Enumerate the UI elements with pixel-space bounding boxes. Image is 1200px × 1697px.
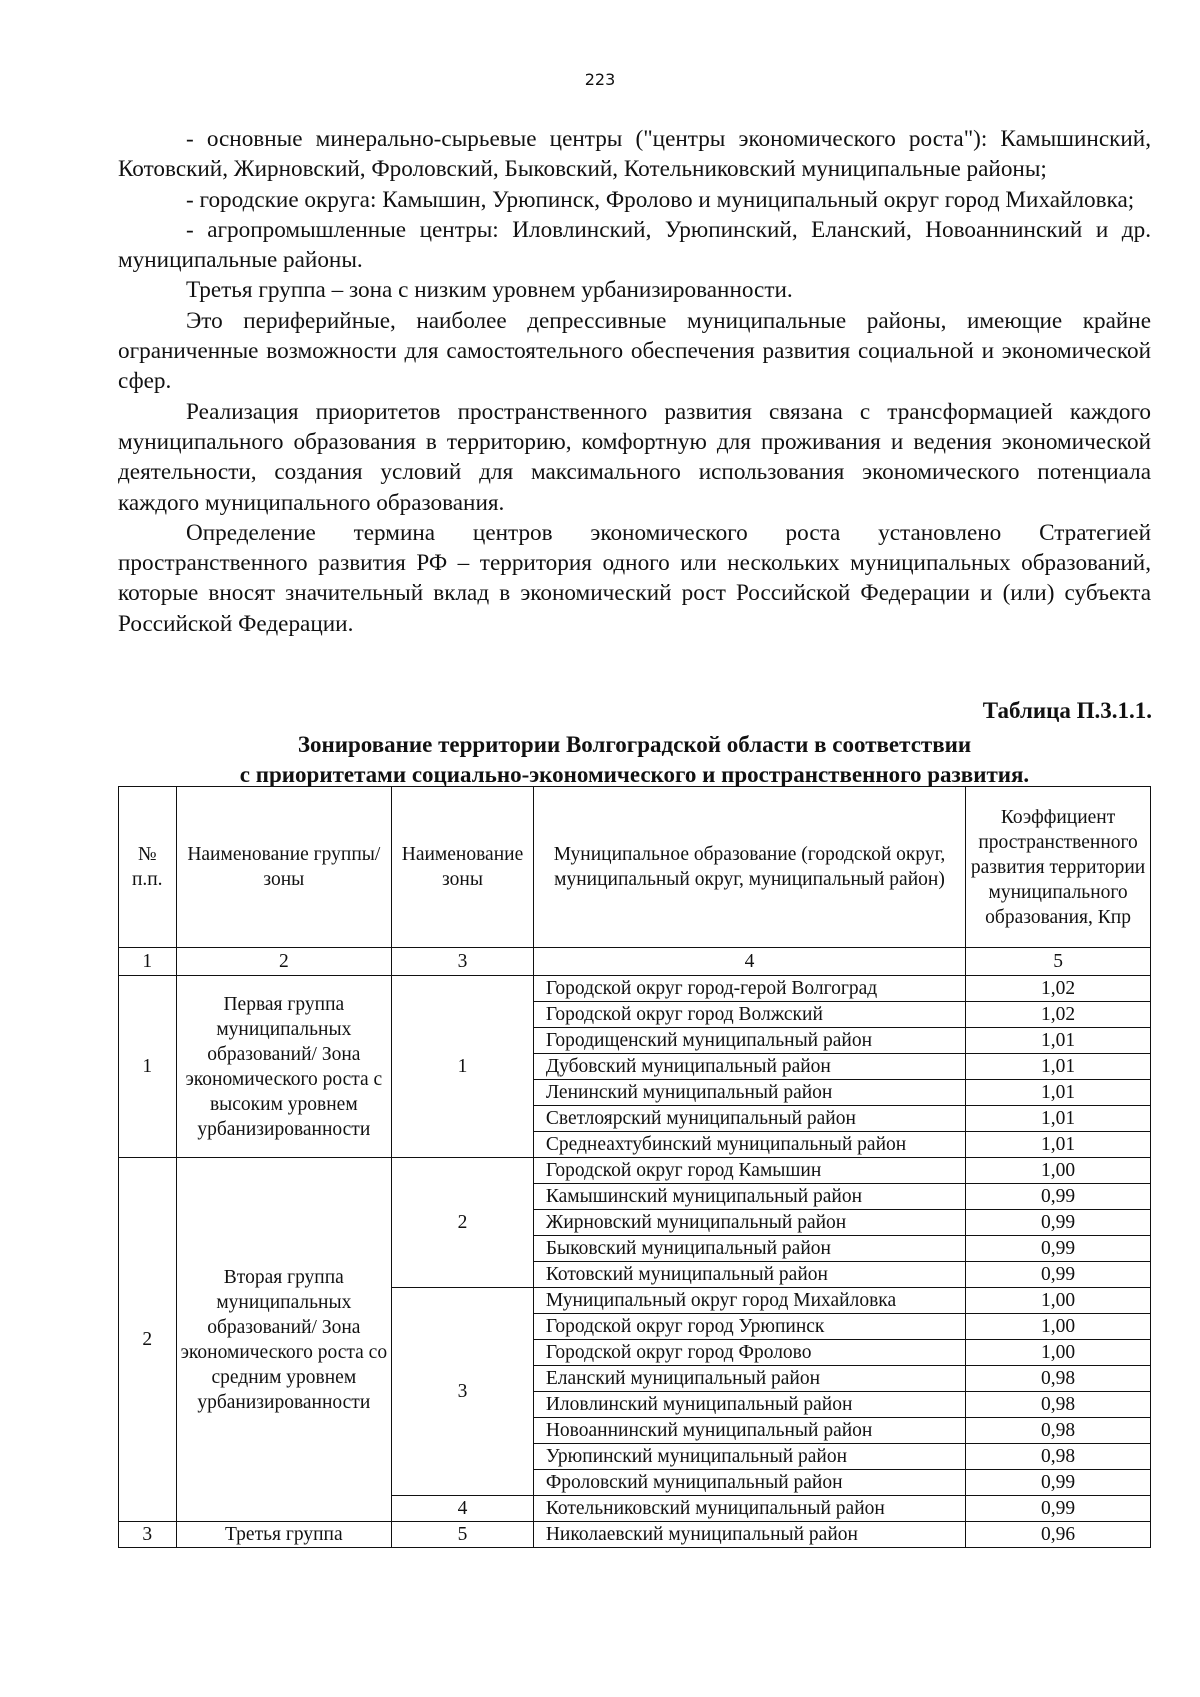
column-number: 4 <box>533 948 965 976</box>
municipality-name: Еланский муниципальный район <box>533 1366 965 1392</box>
column-number: 3 <box>392 948 534 976</box>
table-row <box>119 1522 1151 1548</box>
coefficient-value: 1,02 <box>966 1002 1151 1028</box>
zone-number: 2 <box>392 1158 534 1288</box>
coefficient-value: 0,98 <box>966 1392 1151 1418</box>
municipality-name: Котельниковский муниципальный район <box>533 1496 965 1522</box>
coefficient-value: 0,98 <box>966 1366 1151 1392</box>
zone-number: 5 <box>392 1522 534 1548</box>
municipality-name: Урюпинский муниципальный район <box>533 1444 965 1470</box>
group-number: 2 <box>119 1158 177 1522</box>
coefficient-value: 1,01 <box>966 1132 1151 1158</box>
coefficient-value: 1,00 <box>966 1340 1151 1366</box>
coefficient-value: 0,99 <box>966 1210 1151 1236</box>
municipality-name: Городской округ город Волжский <box>533 1002 965 1028</box>
coefficient-value: 0,99 <box>966 1236 1151 1262</box>
coefficient-value: 0,98 <box>966 1418 1151 1444</box>
municipality-name: Камышинский муниципальный район <box>533 1184 965 1210</box>
paragraph: Реализация приоритетов пространственного развития связана с трансформацией каждого муниципального образования в территорию, комфортную для проживания и ведения экономической деятельности, создания условий для максимального использования экономического потенциала каждого муниципального образования. <box>118 398 1151 516</box>
municipality-name: Быковский муниципальный район <box>533 1236 965 1262</box>
municipality-name: Городской округ город Камышин <box>533 1158 965 1184</box>
coefficient-value: 1,01 <box>966 1106 1151 1132</box>
paragraph: - основные минерально-сырьевые центры ("центры экономического роста"): Камышинский, Котовский, Жирновский, Фроловский, Быковский, Котельниковский муниципальные районы; <box>118 126 1151 183</box>
paragraph: Определение термина центров экономического роста установлено Стратегией пространственного развития РФ – территория одного или нескольких муниципальных образований, которые вносят значительный вклад в экономический рост Российской Федерации и (или) субъекта Российской Федерации. <box>118 519 1151 637</box>
municipality-name: Городской округ город Урюпинск <box>533 1314 965 1340</box>
municipality-name: Среднеахтубинский муниципальный район <box>533 1132 965 1158</box>
coefficient-value: 1,00 <box>966 1158 1151 1184</box>
municipality-name: Ленинский муниципальный район <box>533 1080 965 1106</box>
paragraph: Третья группа – зона с низким уровнем урбанизированности. <box>186 277 793 304</box>
municipality-name: Городской округ город-герой Волгоград <box>533 976 965 1002</box>
header-coef: Коэффициент пространственного развития территории муниципального образования, Кпр <box>966 787 1151 948</box>
paragraph: Это периферийные, наиболее депрессивные муниципальные районы, имеющие крайне ограниченные возможности для самостоятельного обеспечения развития социальной и экономической сфер. <box>118 307 1151 395</box>
body-text <box>118 124 1151 639</box>
paragraph: - городские округа: Камышин, Урюпинск, Фролово и муниципальный округ город Михайловка; <box>186 186 1135 213</box>
coefficient-value: 1,01 <box>966 1080 1151 1106</box>
column-number: 1 <box>119 948 177 976</box>
table-label: Таблица П.3.1.1. <box>982 698 1152 723</box>
coefficient-value: 0,99 <box>966 1496 1151 1522</box>
header-municipality: Муниципальное образование (городской округ, муниципальный округ, муниципальный район) <box>533 787 965 948</box>
page-number: 223 <box>584 70 616 89</box>
municipality-name: Жирновский муниципальный район <box>533 1210 965 1236</box>
municipality-name: Иловлинский муниципальный район <box>533 1392 965 1418</box>
municipality-name: Дубовский муниципальный район <box>533 1054 965 1080</box>
table-title-line: с приоритетами социально-экономического и пространственного развития. <box>239 762 1030 787</box>
coefficient-value: 1,00 <box>966 1288 1151 1314</box>
municipality-name: Новоаннинский муниципальный район <box>533 1418 965 1444</box>
zone-number: 4 <box>392 1496 534 1522</box>
table-title <box>118 730 1151 790</box>
table-title-line: Зонирование территории Волгоградской области в соответствии <box>297 732 972 757</box>
municipality-name: Котовский муниципальный район <box>533 1262 965 1288</box>
column-number: 5 <box>966 948 1151 976</box>
zone-number: 3 <box>392 1288 534 1496</box>
table-row <box>119 1158 1151 1184</box>
coefficient-value: 1,02 <box>966 976 1151 1002</box>
coefficient-value: 1,00 <box>966 1314 1151 1340</box>
coefficient-value: 0,99 <box>966 1470 1151 1496</box>
municipality-name: Городищенский муниципальный район <box>533 1028 965 1054</box>
group-name: Третья группа <box>176 1522 392 1548</box>
municipality-name: Городской округ город Фролово <box>533 1340 965 1366</box>
zone-number: 1 <box>392 976 534 1158</box>
coefficient-value: 0,98 <box>966 1444 1151 1470</box>
header-num: № п.п. <box>119 787 177 948</box>
municipality-name: Николаевский муниципальный район <box>533 1522 965 1548</box>
group-number: 1 <box>119 976 177 1158</box>
column-number: 2 <box>176 948 392 976</box>
table-row <box>119 976 1151 1002</box>
coefficient-value: 0,99 <box>966 1184 1151 1210</box>
column-number-row <box>119 948 1151 976</box>
zoning-table <box>118 786 1151 1548</box>
group-name: Первая группа муниципальных образований/ Зона экономического роста с высоким уровнем урбанизированности <box>176 976 392 1158</box>
coefficient-value: 1,01 <box>966 1054 1151 1080</box>
coefficient-value: 0,96 <box>966 1522 1151 1548</box>
header-zone: Наименование зоны <box>392 787 534 948</box>
municipality-name: Светлоярский муниципальный район <box>533 1106 965 1132</box>
municipality-name: Муниципальный округ город Михайловка <box>533 1288 965 1314</box>
group-number: 3 <box>119 1522 177 1548</box>
table-header-row <box>119 787 1151 948</box>
coefficient-value: 1,01 <box>966 1028 1151 1054</box>
coefficient-value: 0,99 <box>966 1262 1151 1288</box>
paragraph: - агропромышленные центры: Иловлинский, Урюпинский, Еланский, Новоаннинский и др. муниципальные районы. <box>118 216 1151 274</box>
group-name: Вторая группа муниципальных образований/ Зона экономического роста со средним уровнем урбанизированности <box>176 1158 392 1522</box>
header-group: Наименование группы/зоны <box>176 787 392 948</box>
municipality-name: Фроловский муниципальный район <box>533 1470 965 1496</box>
